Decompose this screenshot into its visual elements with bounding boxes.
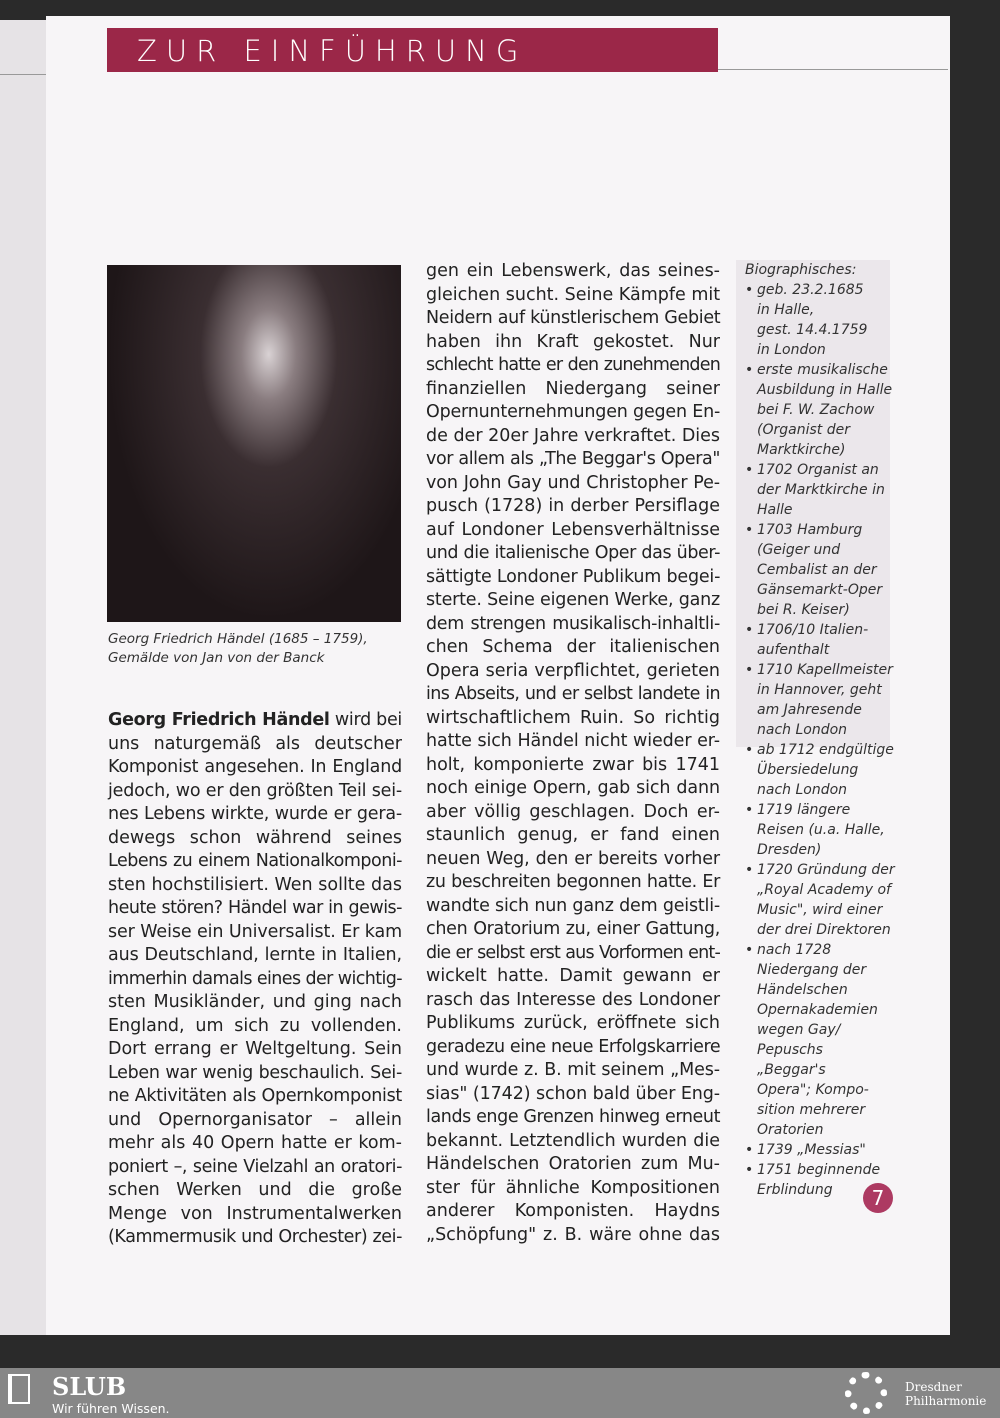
sidebar-line: wegen Gay/ bbox=[757, 1022, 841, 1038]
text-line: pusch (1728) in derber Persiflage bbox=[426, 496, 720, 516]
text-line: rasch das Interesse des Londoner bbox=[426, 989, 720, 1010]
text-line: staunlich genug, er fand einen bbox=[426, 825, 720, 845]
text-line: Dort errang er Weltgeltung. Sein bbox=[108, 1039, 402, 1059]
text-line: wandte sich nun ganz dem geistli- bbox=[426, 895, 720, 916]
text-line: ster für ähnliche Kompositionen bbox=[426, 1177, 720, 1198]
text-line: holt, komponierte zwar bis 1741 bbox=[426, 754, 720, 775]
sidebar-line: gest. 14.4.1759 bbox=[757, 322, 868, 338]
text-line: ser Weise ein Universalist. Er kam bbox=[108, 921, 403, 942]
text-line: England, um sich zu vollenden. bbox=[108, 1015, 402, 1036]
text-line: mehr als 40 Opern hatte er kom- bbox=[108, 1133, 402, 1153]
text-line: schen Werken und die große bbox=[108, 1180, 402, 1200]
lead-name: Georg Friedrich Händel bbox=[108, 710, 330, 730]
image-caption bbox=[108, 630, 408, 668]
text-line: schlecht hatte er den zunehmenden bbox=[426, 355, 720, 375]
text-line: de der 20er Jahre verkraftet. Dies bbox=[426, 425, 721, 446]
text-line: sias" (1742) schon bald über Eng- bbox=[426, 1083, 720, 1104]
text-line: jedoch, wo er den größten Teil sei- bbox=[108, 780, 402, 801]
sidebar-line: der drei Direktoren bbox=[757, 922, 891, 938]
sidebar-line: • 1720 Gründung der bbox=[757, 862, 895, 878]
text-line: haben ihn Kraft gekostet. Nur bbox=[426, 331, 720, 352]
text-line: uns naturgemäß als deutscher bbox=[108, 733, 402, 754]
biography-sidebar bbox=[745, 260, 895, 1200]
text-line: Opera seria verpflichtet, gerieten bbox=[426, 660, 720, 681]
text-column-1 bbox=[108, 709, 402, 1250]
sidebar-line: • 1739 „Messias" bbox=[757, 1142, 866, 1158]
caption-line: Georg Friedrich Händel (1685 – 1759), bbox=[108, 631, 368, 647]
logo-line: Philharmonie bbox=[905, 1394, 987, 1408]
text-line: sättigte Londoner Publikum begei- bbox=[426, 566, 721, 587]
text-column-2 bbox=[426, 260, 720, 1247]
text-line: ins Abseits, und er selbst landete in bbox=[426, 684, 720, 704]
text-line: Händelschen Oratorien zum Mu- bbox=[426, 1154, 720, 1174]
text-line: gleichen sucht. Seine Kämpfe mit bbox=[426, 284, 721, 305]
text-line: geradezu eine neue Erfolgskarriere bbox=[426, 1036, 721, 1057]
sidebar-line: Händelschen bbox=[757, 982, 848, 998]
sidebar-line: • nach 1728 bbox=[757, 942, 832, 958]
text-line: sterte. Seine eigenen Werke, ganz bbox=[426, 590, 721, 610]
sidebar-line: nach London bbox=[757, 782, 848, 798]
sidebar-line: Niedergang der bbox=[757, 962, 867, 978]
sidebar-line: Opernakademien bbox=[757, 1002, 878, 1018]
text-line: Leben war wenig beschaulich. Sei- bbox=[108, 1062, 402, 1083]
text-line: dem strengen musikalisch-inhaltli- bbox=[426, 613, 720, 634]
sidebar-line: in Hannover, geht bbox=[757, 682, 882, 698]
sidebar-line: Marktkirche) bbox=[757, 442, 846, 458]
text-line: wirtschaftlichem Ruin. So richtig bbox=[426, 707, 720, 728]
sidebar-line: Dresden) bbox=[757, 842, 822, 858]
caption-line: Gemälde von Jan von der Banck bbox=[108, 650, 325, 666]
sidebar-item bbox=[745, 1140, 895, 1160]
sidebar-line: Halle bbox=[757, 502, 793, 518]
text-line: immerhin damals eines der wichtig- bbox=[108, 968, 402, 989]
section-header-band bbox=[107, 28, 718, 72]
text-line: noch einige Opern, gab sich dann bbox=[426, 778, 720, 798]
text-line: sten hochstilisiert. Wen sollte das bbox=[108, 874, 402, 895]
text-line: auf Londoner Lebensverhältnisse bbox=[426, 519, 720, 540]
sidebar-line: Opera"; Kompo- bbox=[757, 1082, 869, 1098]
text-line: poniert –, seine Vielzahl an oratori- bbox=[108, 1156, 402, 1177]
sidebar-item bbox=[745, 460, 895, 520]
text-line: Lebens zu einem Nationalkomponi- bbox=[108, 851, 402, 871]
sidebar-line: Erblindung bbox=[757, 1182, 833, 1198]
text-line: zu beschreiten begonnen hatte. Er bbox=[426, 872, 720, 892]
sidebar-line: der Marktkirche in bbox=[757, 482, 885, 498]
sidebar-line: Reisen (u.a. Halle, bbox=[757, 822, 885, 838]
philharmonie-sun-icon bbox=[845, 1372, 887, 1414]
sidebar-line: Gänsemarkt-Oper bbox=[757, 582, 883, 598]
sidebar-item bbox=[745, 360, 895, 460]
sidebar-item bbox=[745, 620, 895, 660]
sidebar-item bbox=[745, 860, 895, 940]
slub-logo[interactable]: SLUB bbox=[52, 1372, 127, 1401]
text-line: lands enge Grenzen hinweg erneut bbox=[426, 1107, 721, 1127]
text-line: finanziellen Niedergang seiner bbox=[426, 378, 720, 399]
sidebar-line: • 1703 Hamburg bbox=[757, 522, 863, 538]
text-line: Opernunternehmungen gegen En- bbox=[426, 402, 721, 422]
footer-bar bbox=[0, 1368, 1000, 1418]
sidebar-line: sition mehrerer bbox=[757, 1102, 866, 1118]
sidebar-line: (Organist der bbox=[757, 422, 850, 438]
text-line: ne Aktivitäten als Opernkomponist bbox=[108, 1086, 402, 1106]
sidebar-item bbox=[745, 520, 895, 620]
text-line: nes Lebens wirkte, wurde er gera- bbox=[108, 804, 402, 824]
sidebar-item bbox=[745, 800, 895, 860]
text-line: sten Musikländer, und ging nach bbox=[108, 992, 402, 1012]
sidebar-line: Cembalist an der bbox=[757, 562, 877, 578]
lead-rest: wird bei bbox=[329, 710, 402, 730]
sidebar-line: nach London bbox=[757, 722, 848, 738]
sidebar-line: Ausbildung in Halle bbox=[757, 382, 893, 398]
text-line: von John Gay und Christopher Pe- bbox=[426, 472, 720, 493]
sidebar-line: Music", wird einer bbox=[757, 902, 883, 918]
sidebar-item bbox=[745, 660, 895, 740]
sidebar-line: • erste musikalische bbox=[757, 362, 888, 378]
sidebar-line: • 1710 Kapellmeister bbox=[757, 662, 893, 678]
sidebar-line: • ab 1712 endgültige bbox=[757, 742, 894, 758]
slub-book-icon bbox=[8, 1374, 30, 1404]
sidebar-item bbox=[745, 740, 895, 800]
header-rule bbox=[718, 69, 948, 70]
page-number: 7 bbox=[863, 1183, 893, 1213]
sidebar-line: bei R. Keiser) bbox=[757, 602, 850, 618]
sidebar-line: • 1719 längere bbox=[757, 802, 851, 818]
text-line: dewegs schon während seines bbox=[108, 827, 402, 848]
sidebar-line: in London bbox=[757, 342, 826, 358]
sidebar-line: am Jahresende bbox=[757, 702, 862, 718]
sidebar-line: • 1751 beginnende bbox=[757, 1162, 881, 1178]
text-line: Menge von Instrumentalwerken bbox=[108, 1203, 402, 1224]
text-line: neuen Weg, den er bereits vorher bbox=[426, 848, 720, 869]
facing-page-edge bbox=[0, 20, 46, 1335]
sidebar-line: • 1702 Organist an bbox=[757, 462, 879, 478]
sidebar-item bbox=[745, 1160, 895, 1200]
sidebar-line: in Halle, bbox=[757, 302, 815, 318]
text-line: „Schöpfung" z. B. wäre ohne das bbox=[426, 1224, 720, 1245]
philharmonie-logo[interactable] bbox=[905, 1380, 986, 1408]
portrait-image bbox=[107, 265, 401, 622]
text-line: und Opernorganisator – allein bbox=[108, 1109, 402, 1130]
text-line: Publikums zurück, eröffnete sich bbox=[426, 1013, 720, 1033]
logo-line: Dresdner bbox=[905, 1380, 962, 1394]
sidebar-item bbox=[745, 940, 895, 1140]
sidebar-line: Oratorien bbox=[757, 1122, 824, 1138]
sidebar-line: Übersiedelung bbox=[757, 762, 859, 778]
text-line: und wurde z. B. mit seinem „Mes- bbox=[426, 1060, 720, 1080]
text-line: aus Deutschland, lernte in Italien, bbox=[108, 945, 402, 965]
sidebar-line: • 1706/10 Italien- bbox=[757, 622, 869, 638]
sidebar-line: Pepuschs „Beggar's bbox=[757, 1042, 826, 1078]
text-line: aber völlig geschlagen. Doch er- bbox=[426, 801, 720, 822]
sidebar-line: bei F. W. Zachow bbox=[757, 402, 875, 418]
text-line: und die italienische Oper das über- bbox=[426, 543, 720, 563]
text-line: chen Schema der italienischen bbox=[426, 637, 720, 657]
text-line: Neidern auf künstlerischem Gebiet bbox=[426, 308, 721, 328]
text-line: heute stören? Händel war in gewis- bbox=[108, 898, 402, 918]
text-line: Komponist angesehen. In England bbox=[108, 757, 402, 777]
sidebar-item bbox=[745, 280, 895, 360]
text-line bbox=[108, 709, 402, 733]
facing-page-rule bbox=[0, 74, 46, 75]
sidebar-title: Biographisches: bbox=[745, 262, 857, 278]
text-line: gen ein Lebenswerk, das seines- bbox=[426, 261, 720, 281]
sidebar-line: • geb. 23.2.1685 bbox=[757, 282, 864, 298]
text-line: (Kammermusik und Orchester) zei- bbox=[108, 1227, 402, 1247]
text-line: die er selbst erst aus Vorformen ent- bbox=[426, 942, 720, 963]
text-line: bekannt. Letztendlich wurden die bbox=[426, 1130, 720, 1151]
slub-tagline: Wir führen Wissen. bbox=[52, 1401, 170, 1416]
sidebar-line: (Geiger und bbox=[757, 542, 841, 558]
text-line: wickelt hatte. Damit gewann er bbox=[426, 966, 720, 986]
text-line: vor allem als „The Beggar's Opera" bbox=[426, 449, 720, 469]
text-line: chen Oratorium zu, einer Gattung, bbox=[426, 919, 720, 939]
text-line: hatte sich Händel nicht wieder er- bbox=[426, 731, 720, 751]
text-line: anderer Komponisten. Haydns bbox=[426, 1201, 720, 1221]
sidebar-line: aufenthalt bbox=[757, 642, 830, 658]
section-title: ZUR EINFÜHRUNG bbox=[137, 34, 528, 68]
sidebar-line: „Royal Academy of bbox=[757, 882, 891, 898]
